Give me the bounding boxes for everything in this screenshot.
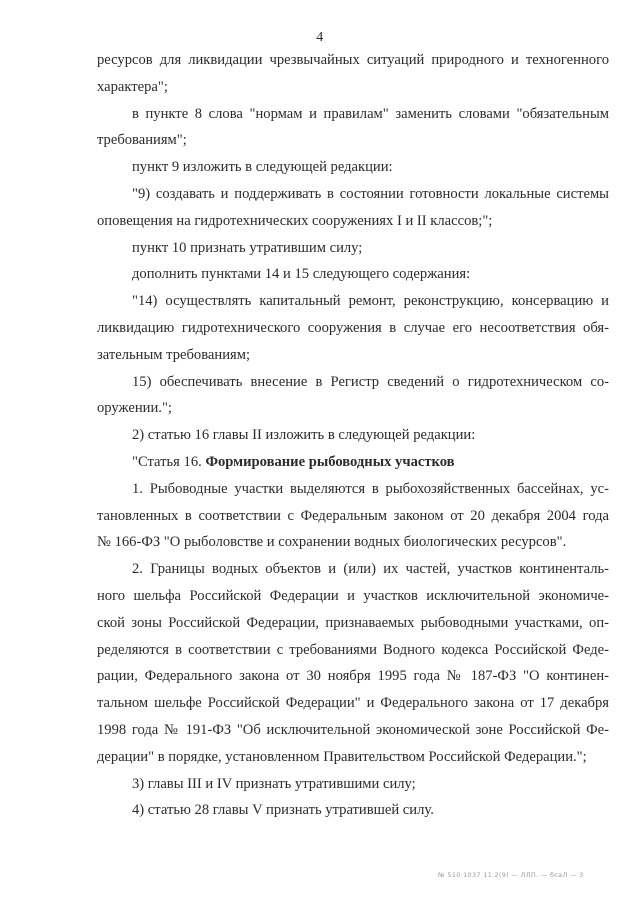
- article-heading-line: [97, 449, 609, 476]
- text-line: 15) обеспечивать внесение в Регистр сведений о гидротехническом со-: [132, 373, 609, 390]
- text-line: зательным требованиям;: [97, 346, 251, 363]
- text-line: пункт 9 изложить в следующей редакции:: [132, 159, 393, 176]
- text-line: тановленных в соответствии с Федеральным законом от 20 декабря 2004 года: [97, 507, 609, 524]
- text-line: 3) главы III и IV признать утратившими силу;: [132, 775, 416, 792]
- text-line: пункт 10 признать утратившим силу;: [132, 239, 363, 256]
- text-line: ного шельфа Российской Федерации и участков исключительной экономиче-: [97, 587, 609, 604]
- text-line: требованиям";: [97, 132, 187, 149]
- article-heading-title: Формирование рыбоводных участков: [205, 453, 455, 470]
- text-line: дерации" в порядке, установленном Правительством Российской Федерации.";: [97, 748, 587, 765]
- footer-document-code: № 510 1037 11 2(9) — ЛЛП. — бсаЛ — 3: [438, 871, 584, 879]
- text-line: ской зоны Российской Федерации, признаваемых рыбоводными участками, оп-: [97, 614, 609, 631]
- text-line: 4) статью 28 главы V признать утратившей силу.: [132, 802, 434, 819]
- text-line: рации, Федерального закона от 30 ноября 1995 года № 187-ФЗ "О континен-: [97, 668, 609, 685]
- text-line: ределяются в соответствии с требованиями Водного кодекса Российской Феде-: [97, 641, 609, 658]
- article-heading-prefix: "Статья 16.: [132, 453, 206, 470]
- text-line: 2) статью 16 главы II изложить в следующей редакции:: [132, 427, 476, 444]
- text-line: ликвидацию гидротехнического сооружения в случае его несоответствия обя-: [97, 319, 609, 336]
- text-line: № 166-ФЗ "О рыболовстве и сохранении водных биологических ресурсов".: [97, 534, 567, 551]
- text-line: оружении.";: [97, 400, 172, 417]
- text-line: тальном шельфе Российской Федерации" и Федерального закона от 17 декабря: [97, 695, 609, 712]
- page-number: 4: [316, 30, 324, 45]
- text-line: характера";: [97, 78, 168, 95]
- text-line: ресурсов для ликвидации чрезвычайных ситуаций природного и техногенного: [97, 52, 609, 68]
- text-line: 1998 года № 191-ФЗ "Об исключительной экономической зоне Российской Фе-: [97, 721, 609, 738]
- text-line: "14) осуществлять капитальный ремонт, реконструкцию, консервацию и: [132, 293, 609, 310]
- text-line: дополнить пунктами 14 и 15 следующего содержания:: [132, 266, 471, 283]
- text-line: оповещения на гидротехнических сооружениях I и II классов;";: [97, 212, 493, 229]
- document-body: [97, 47, 609, 824]
- text-line: "9) создавать и поддерживать в состоянии готовности локальные системы: [132, 185, 609, 202]
- text-line: в пункте 8 слова "нормам и правилам" заменить словами "обязательным: [132, 105, 609, 122]
- text-line: 1. Рыбоводные участки выделяются в рыбохозяйственных бассейнах, ус-: [132, 480, 609, 497]
- text-line: 2. Границы водных объектов и (или) их частей, участков континенталь-: [132, 561, 609, 578]
